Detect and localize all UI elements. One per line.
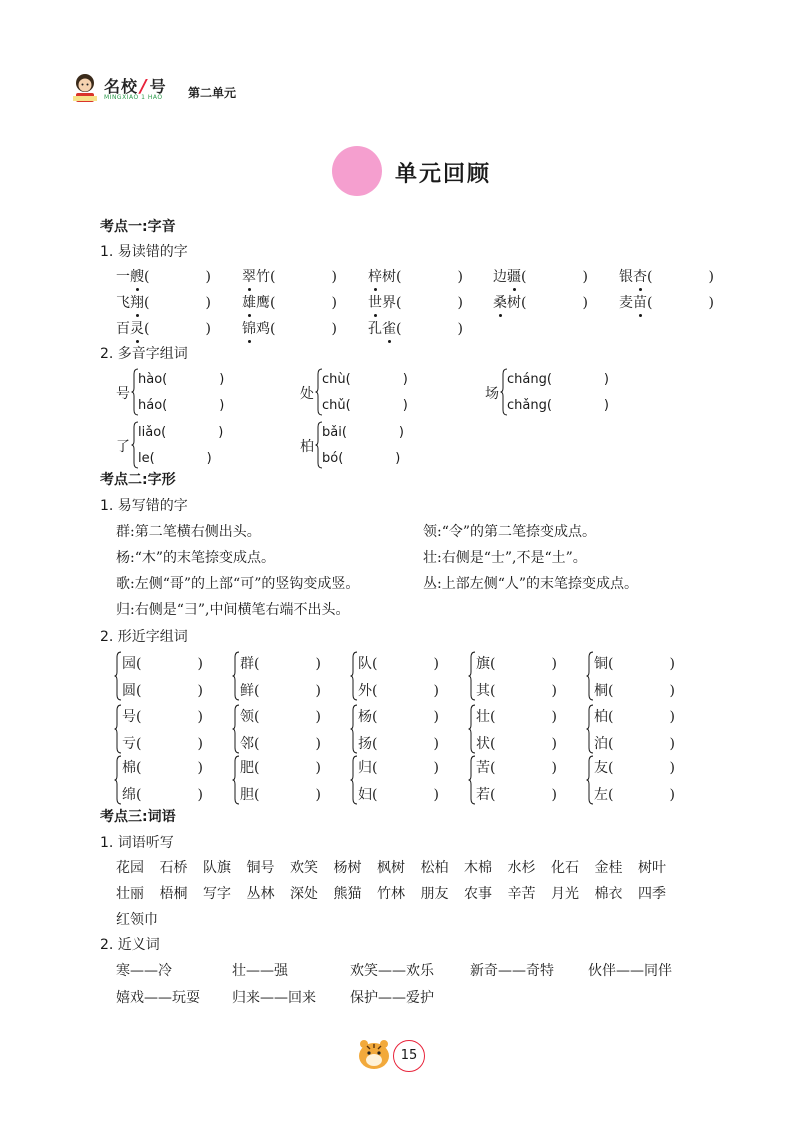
similar-char-item: 棉( ) [122, 760, 203, 776]
similar-char-group [468, 704, 578, 756]
dictation-word: 石桥 [159, 860, 188, 876]
title-circle-decoration [332, 146, 382, 196]
similar-char-group [350, 651, 460, 703]
similar-char-group [468, 755, 578, 807]
synonym-pair: 归来——回来 [232, 990, 316, 1006]
misread-word: 翠竹( ) [242, 266, 337, 286]
similar-char-group [232, 755, 342, 807]
answer-blank: ( ) [270, 295, 337, 311]
brace-icon [350, 704, 358, 754]
similar-char-item: 若( ) [476, 787, 557, 803]
section-heading-3: 考点三:词语 [100, 809, 176, 825]
answer-blank: ( ) [647, 269, 714, 285]
dictation-word: 熊猫 [333, 886, 362, 902]
similar-char-item: 胆( ) [240, 787, 321, 803]
similar-char-item: 苦( ) [476, 760, 557, 776]
similar-char-item: 鲜( ) [240, 683, 321, 699]
pinyin-option: háo( ) [138, 398, 225, 413]
answer-blank: ( ) [647, 295, 714, 311]
pinyin-option: chǎng( ) [507, 398, 609, 413]
brace-icon [232, 755, 240, 805]
dictation-word: 朋友 [420, 886, 449, 902]
dictation-word: 四季 [638, 886, 666, 902]
tiger-mascot-icon [355, 1036, 393, 1072]
similar-char-group [232, 651, 342, 703]
dictation-word: 写字 [203, 886, 231, 902]
section-heading-2: 考点二:字形 [100, 472, 176, 488]
dictation-word: 松柏 [420, 860, 449, 876]
similar-char-group [586, 651, 696, 703]
brace-icon [586, 704, 594, 754]
pinyin-option: le( ) [138, 451, 212, 466]
answer-blank: ( ) [396, 295, 463, 311]
similar-char-item: 号( ) [122, 709, 203, 725]
similar-char-item: 亏( ) [122, 736, 203, 752]
similar-char-group [232, 704, 342, 756]
dictation-word: 欢笑 [290, 860, 318, 876]
dictation-word: 花园 [116, 860, 144, 876]
similar-char-group [114, 704, 224, 756]
misread-word: 桑树( ) [493, 292, 588, 312]
dotted-char: 翔 [130, 292, 144, 312]
synonym-pair: 欢笑——欢乐 [350, 963, 434, 979]
polyphonic-char: 柏 [300, 439, 314, 455]
similar-char-item: 肥( ) [240, 760, 321, 776]
writing-note: 歌:左侧“哥”的上部“可”的竖钩变成竖。 [116, 576, 360, 592]
polyphonic-char: 场 [485, 386, 499, 402]
similar-char-item: 群( ) [240, 656, 321, 672]
dictation-word: 棉衣 [594, 886, 623, 902]
dictation-word: 水杉 [507, 860, 536, 876]
similar-char-item: 领( ) [240, 709, 321, 725]
similar-char-group [586, 755, 696, 807]
mascot-icon [70, 72, 100, 104]
dotted-char: 疆 [507, 266, 521, 286]
dotted-char: 雄 [242, 292, 256, 312]
polyphonic-char: 了 [116, 439, 130, 455]
dictation-word: 金桂 [594, 860, 623, 876]
dotted-char: 梓 [368, 266, 382, 286]
misread-word: 梓树( ) [368, 266, 463, 286]
synonym-pair: 伙伴——同伴 [588, 963, 672, 979]
brace-icon [350, 755, 358, 805]
similar-char-group [586, 704, 696, 756]
section-heading-1: 考点一:字音 [100, 219, 176, 235]
misread-word: 百灵( ) [116, 318, 211, 338]
similar-char-group [350, 755, 460, 807]
brace-icon [232, 704, 240, 754]
pinyin-option: bǎi( ) [322, 425, 404, 440]
subsection-1-2: 2. 多音字组词 [100, 346, 188, 362]
pinyin-option: liǎo( ) [138, 425, 224, 440]
dictation-word: 铜号 [246, 860, 275, 876]
answer-blank: ( ) [270, 269, 337, 285]
similar-char-group [114, 651, 224, 703]
dictation-word: 壮丽 [116, 886, 144, 902]
dictation-word: 丛林 [246, 886, 275, 902]
misread-word: 边疆( ) [493, 266, 588, 286]
synonym-pair: 寒——冷 [116, 963, 172, 979]
brace-icon [350, 651, 358, 701]
brace-icon [114, 651, 122, 701]
brace-icon [232, 651, 240, 701]
misread-word: 雄鹰( ) [242, 292, 337, 312]
dotted-char: 翠 [242, 266, 256, 286]
brace-icon [586, 755, 594, 805]
answer-blank: ( ) [396, 269, 463, 285]
misread-word: 一艘( ) [116, 266, 211, 286]
similar-char-item: 泊( ) [594, 736, 675, 752]
writing-note: 群:第二笔横右侧出头。 [116, 524, 261, 540]
similar-char-item: 圆( ) [122, 683, 203, 699]
writing-note: 壮:右侧是“士”,不是“土”。 [423, 550, 587, 566]
dotted-char: 锦 [242, 318, 256, 338]
logo-text: 名校 / 号 [104, 76, 167, 97]
similar-char-item: 旗( ) [476, 656, 557, 672]
writing-note: 领:“令”的第二笔捺变成点。 [423, 524, 597, 540]
dotted-char: 灵 [130, 318, 144, 338]
similar-char-item: 杨( ) [358, 709, 439, 725]
answer-blank: ( ) [521, 295, 588, 311]
writing-note: 杨:“木”的末笔捺变成点。 [116, 550, 276, 566]
polyphonic-char: 处 [300, 386, 314, 402]
dictation-word: 红领巾 [116, 912, 158, 928]
subsection-2-1: 1. 易写错的字 [100, 498, 188, 514]
answer-blank: ( ) [144, 295, 211, 311]
synonym-pair: 保护——爱护 [350, 990, 434, 1006]
dictation-word: 化石 [551, 860, 579, 876]
pinyin-option: cháng( ) [507, 372, 609, 387]
brand-logo [70, 70, 190, 106]
misread-word: 世界( ) [368, 292, 463, 312]
similar-char-group [468, 651, 578, 703]
pinyin-option: hào( ) [138, 372, 225, 387]
misread-word: 飞翔( ) [116, 292, 211, 312]
dictation-word: 竹林 [377, 886, 405, 902]
similar-char-item: 状( ) [476, 736, 557, 752]
dictation-word: 队旗 [203, 860, 231, 876]
similar-char-group [350, 704, 460, 756]
dotted-char: 杏 [633, 266, 647, 286]
dictation-word: 枫树 [377, 860, 405, 876]
similar-char-item: 其( ) [476, 683, 557, 699]
dictation-word: 梧桐 [159, 886, 188, 902]
dotted-char: 苗 [633, 292, 647, 312]
dictation-word: 木棉 [464, 860, 492, 876]
similar-char-group [114, 755, 224, 807]
subsection-2-2: 2. 形近字组词 [100, 629, 188, 645]
dictation-word: 月光 [551, 886, 579, 902]
brace-icon [114, 755, 122, 805]
subsection-3-1: 1. 词语听写 [100, 835, 174, 851]
subsection-3-2: 2. 近义词 [100, 937, 160, 953]
dotted-char: 艘 [130, 266, 144, 286]
misread-word: 银杏( ) [619, 266, 714, 286]
similar-char-item: 友( ) [594, 760, 675, 776]
unit-label: 第二单元 [188, 86, 237, 100]
writing-note: 丛:上部左侧“人”的末笔捺变成点。 [423, 576, 639, 592]
similar-char-item: 壮( ) [476, 709, 557, 725]
dotted-char: 桑 [493, 292, 507, 312]
similar-char-item: 妇( ) [358, 787, 439, 803]
dictation-word: 深处 [290, 886, 318, 902]
page-number: 15 [393, 1040, 425, 1072]
brace-icon [114, 704, 122, 754]
similar-char-item: 柏( ) [594, 709, 675, 725]
pinyin-option: chǔ( ) [322, 398, 408, 413]
answer-blank: ( ) [521, 269, 588, 285]
pinyin-option: chù( ) [322, 372, 408, 387]
pinyin-option: bó( ) [322, 451, 401, 466]
similar-char-item: 园( ) [122, 656, 203, 672]
subsection-1-1: 1. 易读错的字 [100, 244, 188, 260]
brace-icon [586, 651, 594, 701]
synonym-pair: 嬉戏——玩耍 [116, 990, 200, 1006]
similar-char-item: 铜( ) [594, 656, 675, 672]
dotted-char: 世 [368, 292, 382, 312]
dotted-char: 雀 [382, 318, 396, 338]
answer-blank: ( ) [144, 269, 211, 285]
similar-char-item: 邻( ) [240, 736, 321, 752]
dictation-word: 树叶 [638, 860, 666, 876]
misread-word: 锦鸡( ) [242, 318, 337, 338]
misread-word: 麦苗( ) [619, 292, 714, 312]
similar-char-item: 扬( ) [358, 736, 439, 752]
dictation-word: 农事 [464, 886, 492, 902]
dictation-word: 辛苦 [507, 886, 536, 902]
logo-subtitle: MINGXIAO 1 HAO [104, 94, 163, 101]
synonym-pair: 壮——强 [232, 963, 288, 979]
brace-icon [468, 651, 476, 701]
similar-char-item: 归( ) [358, 760, 439, 776]
answer-blank: ( ) [270, 321, 337, 337]
page-title: 单元回顾 [395, 162, 492, 187]
brace-icon [468, 704, 476, 754]
polyphonic-char: 号 [116, 386, 130, 402]
similar-char-item: 队( ) [358, 656, 439, 672]
similar-char-item: 左( ) [594, 787, 675, 803]
similar-char-item: 外( ) [358, 683, 439, 699]
similar-char-item: 桐( ) [594, 683, 675, 699]
dictation-word: 杨树 [333, 860, 362, 876]
writing-note: 归:右侧是“彐”,中间横笔右端不出头。 [116, 602, 350, 618]
synonym-pair: 新奇——奇特 [470, 963, 554, 979]
brace-icon [468, 755, 476, 805]
similar-char-item: 绵( ) [122, 787, 203, 803]
misread-word: 孔雀( ) [368, 318, 463, 338]
answer-blank: ( ) [144, 321, 211, 337]
answer-blank: ( ) [396, 321, 463, 337]
